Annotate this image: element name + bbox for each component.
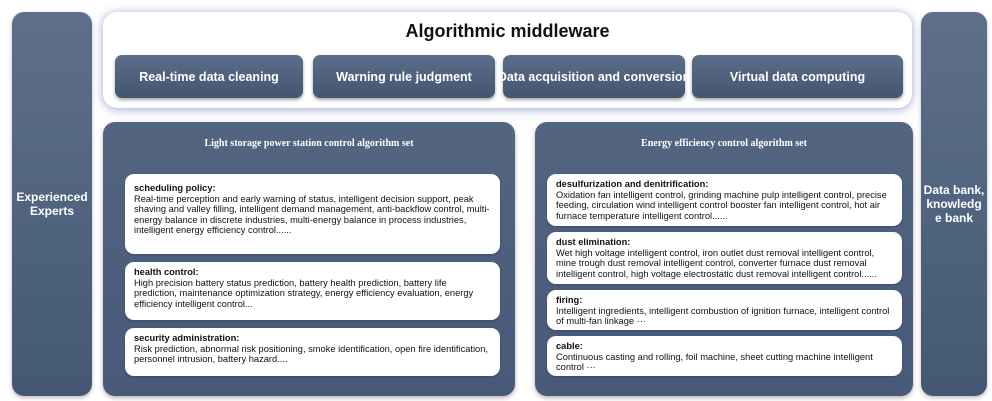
scheduling-policy-heading: scheduling policy:: [134, 183, 216, 193]
firing-card: [547, 290, 902, 330]
algorithmic-middleware-box: [103, 12, 912, 108]
dust-elimination-heading: dust elimination:: [556, 237, 631, 247]
energy-efficiency-panel-title: Energy efficiency control algorithm set: [641, 138, 807, 149]
data-bank-line-2: knowledg: [926, 197, 982, 211]
cable-body: Continuous casting and rolling, foil machine, sheet cutting machine intelligent control ···: [556, 351, 873, 373]
energy-efficiency-algorithm-panel: [535, 122, 913, 396]
health-control-body: High precision battery status prediction, battery health prediction, battery life prediction, maintenance optimization strategy, energy efficiency evaluation, energy efficiency intelligent control...: [134, 277, 474, 309]
dust-elimination-card: [547, 232, 902, 284]
experienced-experts-line-2: Experts: [29, 204, 75, 218]
data-acquisition-conversion-block: Data acquisition and conversion: [503, 55, 685, 98]
virtual-data-computing-block: Virtual data computing: [692, 55, 903, 98]
security-administration-body: Risk prediction, abnormal risk positioning, smoke identification, open fire identification, personnel intrusion, battery hazard....: [134, 343, 488, 365]
security-administration-card: [125, 328, 500, 376]
experienced-experts-label: [16, 190, 87, 218]
data-bank-block: [921, 12, 987, 396]
firing-body: Intelligent ingredients, intelligent combustion of ignition furnace, intelligent control of multi-fan linkage ···: [556, 305, 890, 327]
scheduling-policy-body: Real-time perception and early warning of status, intelligent decision support, peak shaving and valley filling, intelligent demand management, anti-backflow control, multi-energy balance in discrete industries, multi-energy balance in process industries, intelligent energy efficiency control......: [134, 193, 490, 236]
cable-card: [547, 336, 902, 376]
desulfurization-heading: desulfurization and denitrification:: [556, 179, 709, 189]
warning-rule-judgment-block: Warning rule judgment: [313, 55, 495, 98]
data-bank-line-3: e bank: [934, 211, 973, 225]
health-control-heading: health control:: [134, 267, 199, 277]
firing-heading: firing:: [556, 295, 583, 305]
dust-elimination-body: Wet high voltage intelligent control, iron outlet dust removal intelligent control, mine trough dust removal intelligent control, converter furnace dust removal intelligent control, high voltage electrostatic dust removal intelligent control......: [556, 247, 877, 279]
desulfurization-card: [547, 174, 902, 226]
middleware-title: Algorithmic middleware: [405, 21, 610, 41]
security-administration-heading: security administration:: [134, 333, 240, 343]
experienced-experts-line-1: Experienced: [16, 190, 88, 204]
real-time-data-cleaning-block: Real-time data cleaning: [115, 55, 303, 98]
light-storage-panel-title: Light storage power station control algorithm set: [204, 138, 414, 149]
cable-heading: cable:: [556, 341, 583, 351]
scheduling-policy-card: [125, 174, 500, 254]
experienced-experts-block: [12, 12, 92, 396]
light-storage-algorithm-panel: [103, 122, 515, 396]
desulfurization-body: Oxidation fan intelligent control, grinding machine pulp intelligent control, precise feeding, circulation wind intelligent control booster fan intelligent control, hot air furnace temperature intelligent control......: [556, 189, 887, 221]
data-bank-line-1: Data bank,: [923, 183, 985, 197]
data-bank-label: [924, 183, 985, 225]
health-control-card: [125, 262, 500, 320]
